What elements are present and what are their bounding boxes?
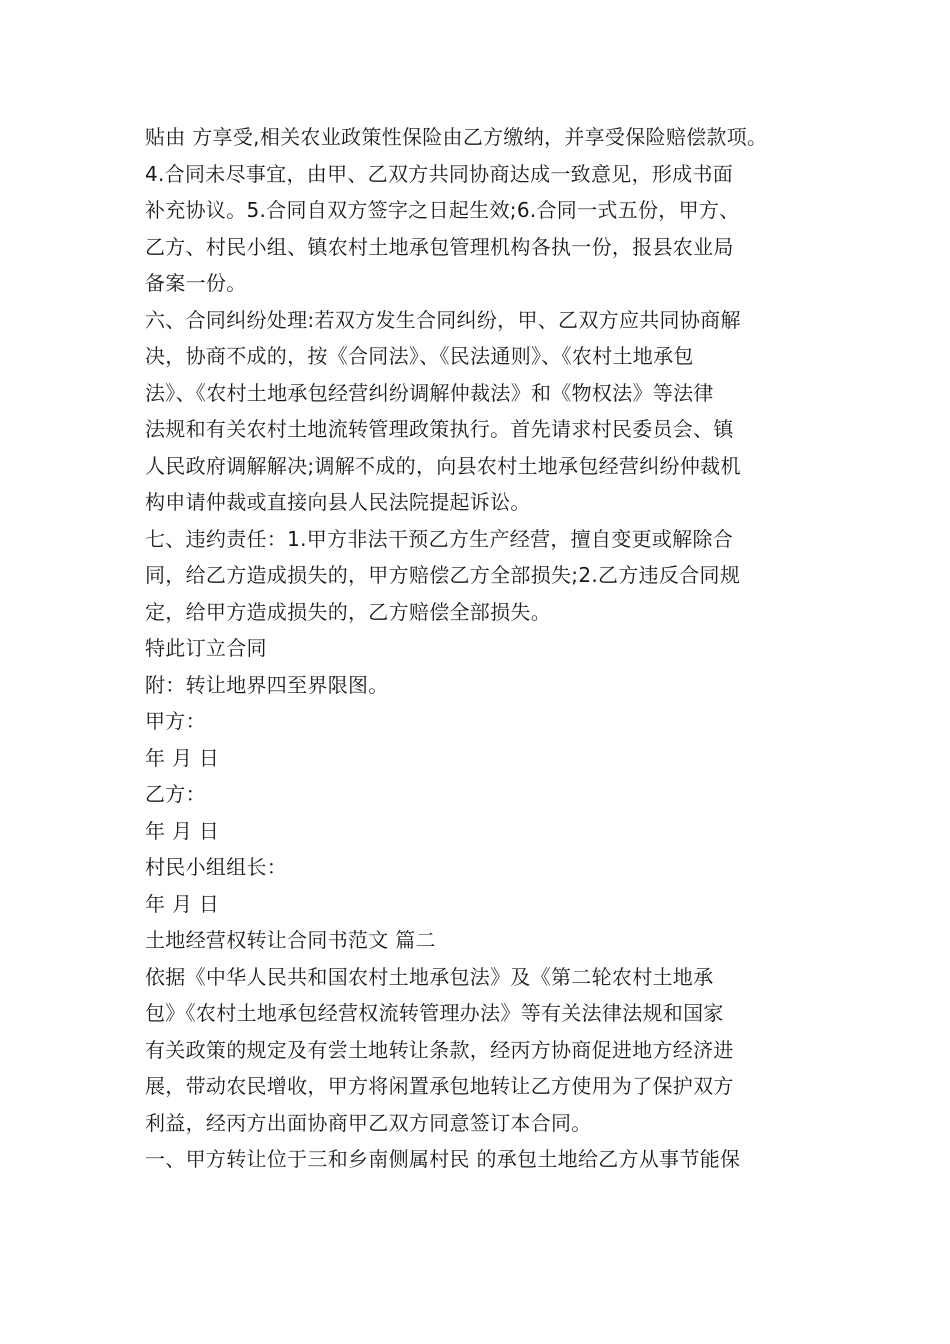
- section-heading: 土地经营权转让合同书范文 篇二: [145, 928, 436, 952]
- text-line: 构申请仲裁或直接向县人民法院提起诉讼。: [145, 490, 531, 514]
- text-line: 乙方、村民小组、镇农村土地承包管理机构各执一份，报县农业局: [145, 234, 734, 259]
- text-line: 甲方：: [145, 709, 206, 733]
- text-line: 有关政策的规定及有尝土地转让条款，经丙方协商促进地方经济进: [145, 1037, 734, 1062]
- text-line: 年 月 日: [145, 745, 220, 770]
- text-line: 年 月 日: [145, 818, 220, 843]
- text-line: 特此订立合同: [145, 636, 267, 660]
- document-body: [145, 119, 815, 1178]
- text-line: 依据《中华人民共和国农村土地承包法》及《第二轮农村土地承: [145, 964, 714, 989]
- text-line: 六、合同纠纷处理:若双方发生合同纠纷，甲、乙双方应共同协商解: [145, 307, 741, 332]
- text-line: 补充协议。5.合同自双方签字之日起生效;6.合同一式五份，甲方、: [145, 198, 740, 222]
- text-line: 村民小组组长：: [145, 855, 288, 879]
- text-line: 展，带动农民增收，甲方将闲置承包地转让乙方使用为了保护双方: [145, 1074, 734, 1098]
- text-line: 附：转让地界四至界限图。: [145, 672, 389, 697]
- text-line: 一、甲方转让位于三和乡南侧属村民 的承包土地给乙方从事节能保: [145, 1147, 741, 1171]
- text-line: 4.合同未尽事宜，由甲、乙双方共同协商达成一致意见，形成书面: [145, 161, 734, 186]
- text-line: 七、违约责任：1.甲方非法干预乙方生产经营，擅自变更或解除合: [145, 526, 734, 551]
- text-line: 同，给乙方造成损失的，甲方赔偿乙方全部损失;2.乙方违反合同规: [145, 563, 741, 587]
- text-line: 法规和有关农村土地流转管理政策执行。首先请求村民委员会、镇: [145, 417, 734, 441]
- text-line: 人民政府调解解决;调解不成的，向县农村土地承包经营纠纷仲裁机: [145, 453, 741, 478]
- text-line: 年 月 日: [145, 891, 220, 916]
- text-line: 决，协商不成的，按《合同法》、《民法通则》、《农村土地承包: [145, 344, 694, 368]
- text-line: 贴由 方享受,相关农业政策性保险由乙方缴纳，并享受保险赔偿款项。: [145, 125, 768, 149]
- text-line: 包》《农村土地承包经营权流转管理办法》等有关法律法规和国家: [145, 1001, 724, 1025]
- text-line: 定，给甲方造成损失的，乙方赔偿全部损失。: [145, 599, 551, 624]
- text-line: 备案一份。: [145, 271, 247, 295]
- text-line: 法》、《农村土地承包经营纠纷调解仲裁法》和《物权法》等法律: [145, 380, 714, 405]
- text-line: 乙方：: [145, 782, 206, 806]
- text-line: 利益，经丙方出面协商甲乙双方同意签订本合同。: [145, 1110, 592, 1135]
